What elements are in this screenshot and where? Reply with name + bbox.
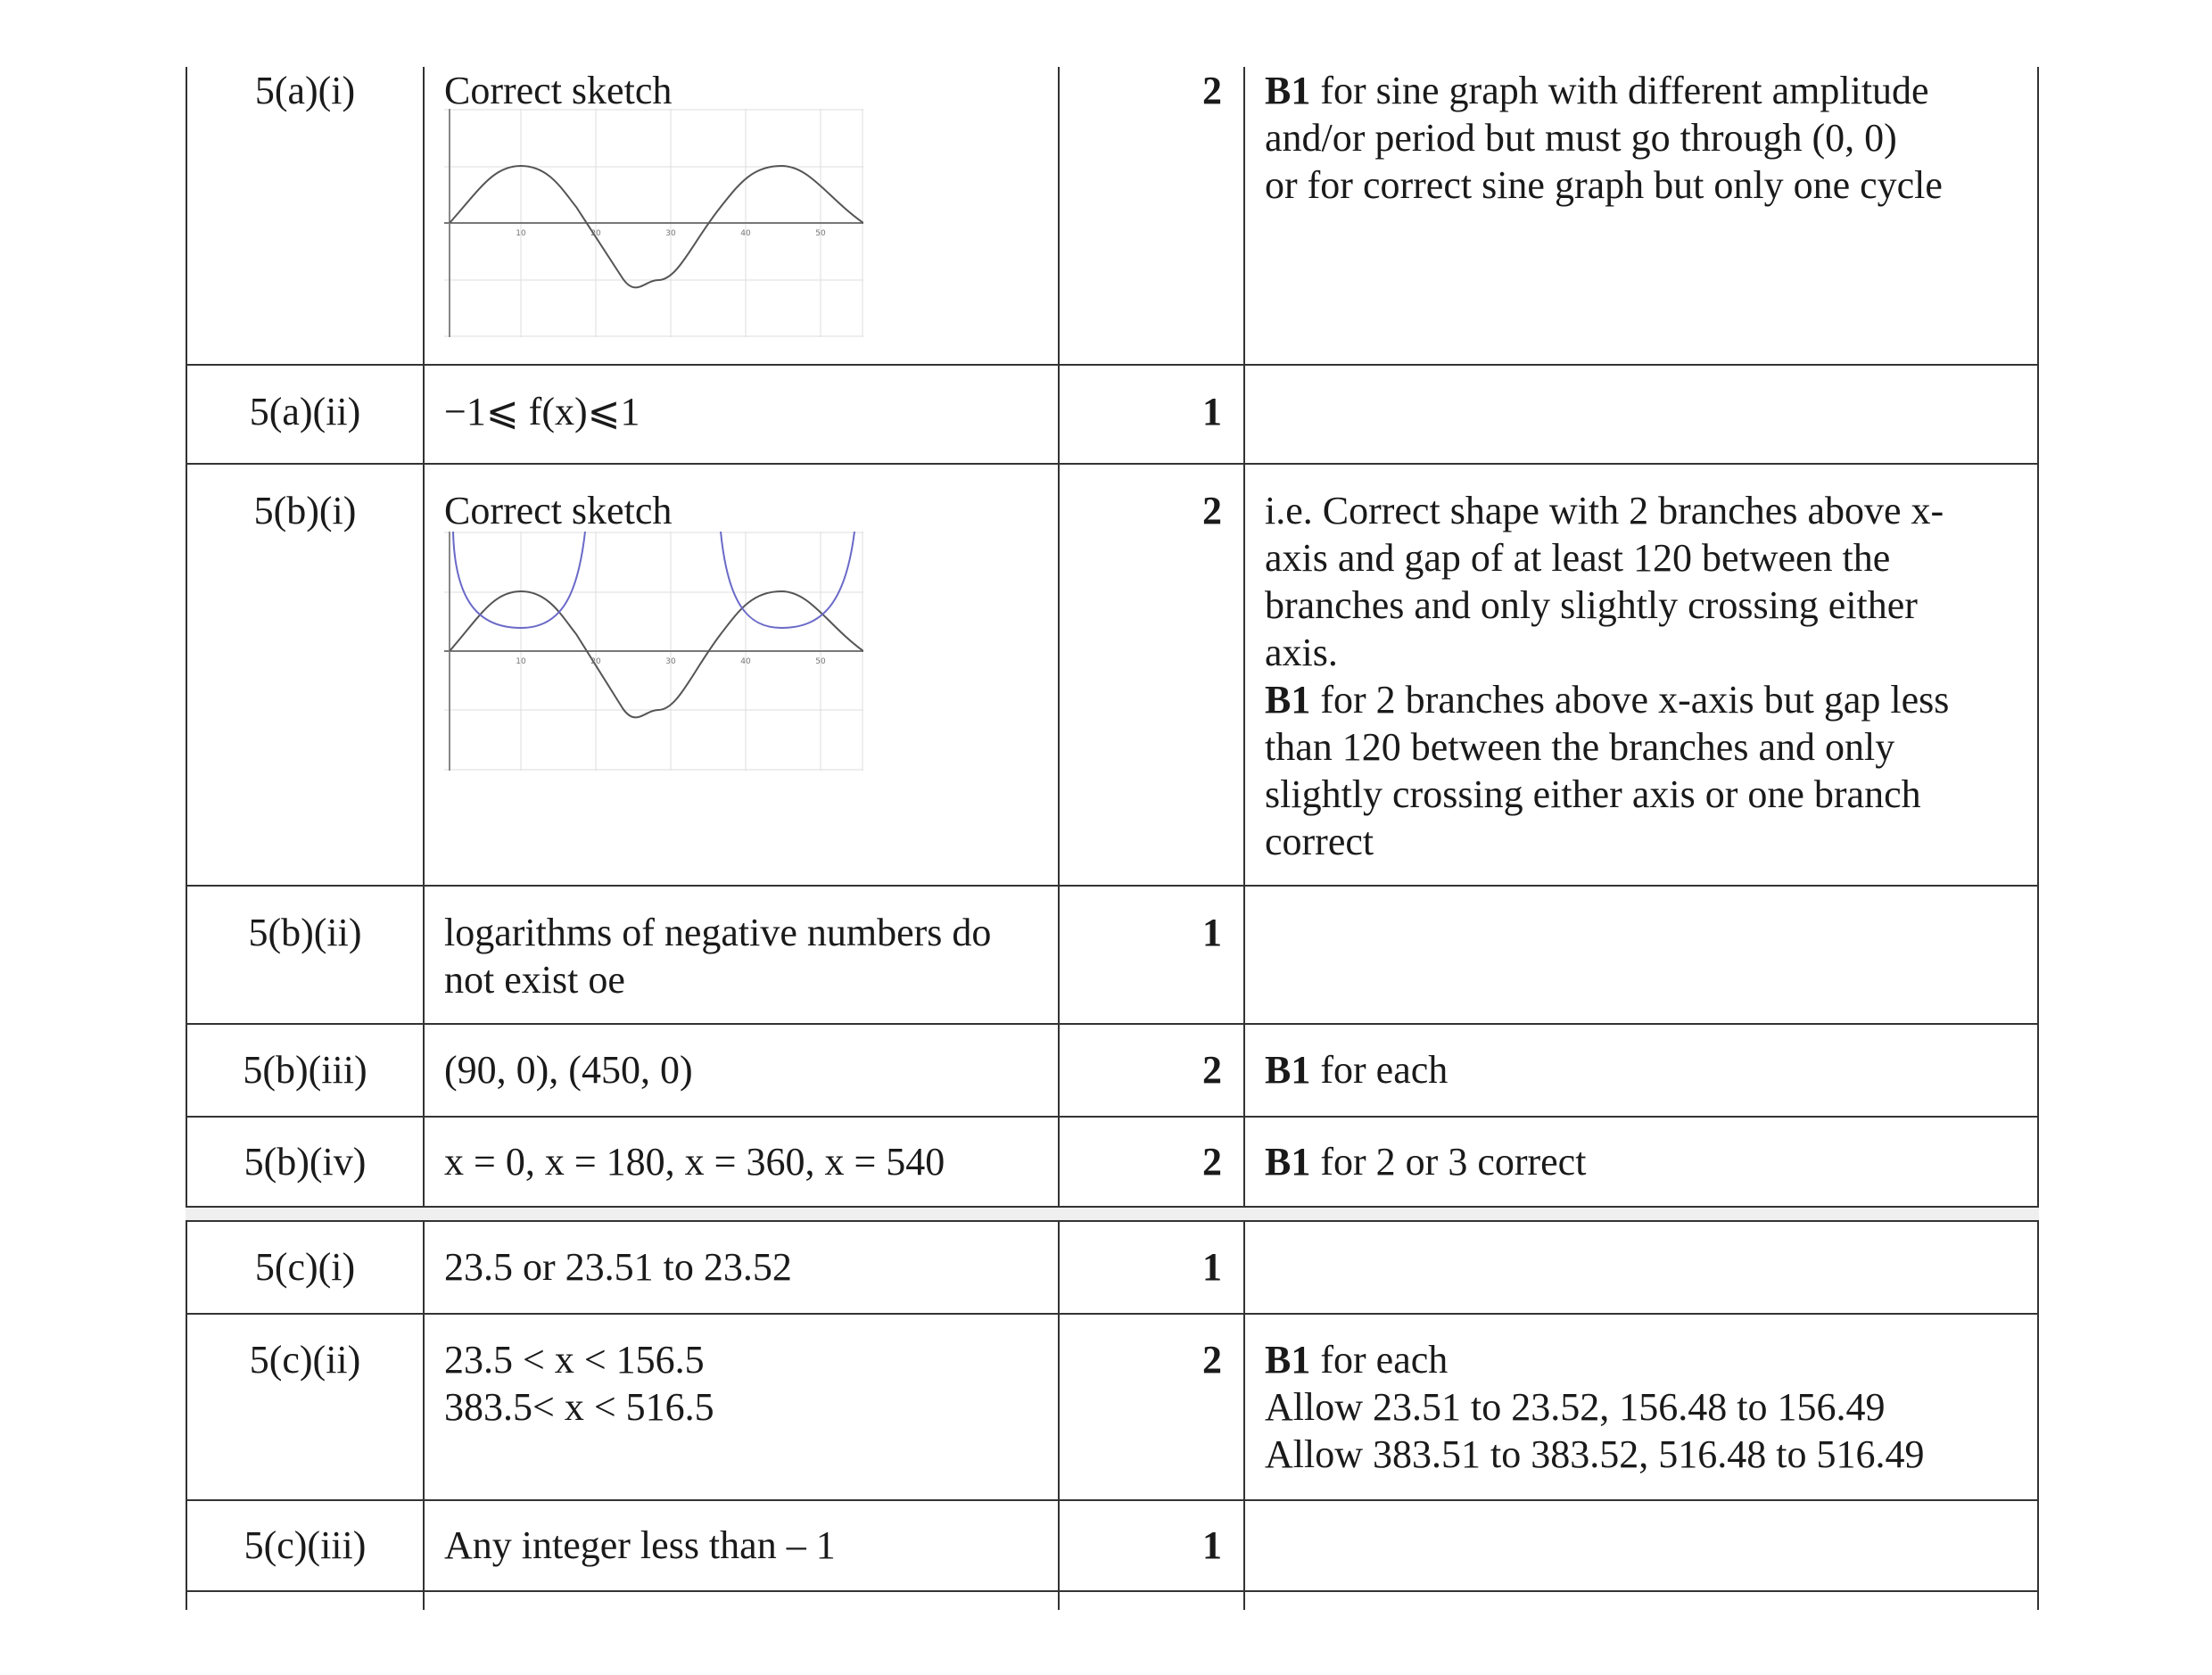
graph-tick-label: 30 [665,657,676,666]
guidance-line: i.e. Correct shape with 2 branches above x- [1265,489,1944,532]
marks-value: 1 [1202,1245,1222,1289]
answer-line: not exist oe [444,958,625,1002]
marks-value: 2 [1202,1338,1222,1382]
graph-tick-label: 10 [516,657,526,666]
marks-value: 2 [1202,1048,1222,1092]
question-number: 5(b)(iii) [243,1048,367,1092]
question-number: 5(b)(iv) [243,1140,367,1184]
answer-text: (90, 0), (450, 0) [444,1048,693,1092]
col-rule-right [2037,67,2039,1610]
graph-tick-label: 20 [590,229,601,238]
guidance-line: axis and gap of at least 120 between the [1265,536,1891,580]
marks-value: 2 [1202,69,1222,112]
marks-value: 1 [1202,390,1222,433]
answer-text: 23.5 or 23.51 to 23.52 [444,1245,792,1289]
answer-line: logarithms of negative numbers do [444,911,992,954]
question-number: 5(c)(ii) [249,1338,361,1382]
col-rule-marks [1243,67,1245,1610]
graph-tick-label: 30 [665,229,676,238]
marks-value: 2 [1202,1140,1222,1184]
graph-tick-label: 50 [815,657,826,666]
guidance-line: than 120 between the branches and only [1265,725,1895,769]
row-rule [186,885,2039,887]
answer-line: 23.5 < x < 156.5 [444,1338,705,1382]
sine-sketch-graph [444,109,863,337]
question-number: 5(b)(ii) [248,911,362,954]
marks-value: 2 [1202,489,1222,532]
answer-text [444,909,1051,1003]
guidance-line: correct [1265,820,1374,863]
row-rule [186,1313,2039,1315]
marks-value: 1 [1202,1523,1222,1567]
guidance-line: B1 for 2 branches above x-axis but gap less [1265,678,1950,722]
log-sine-sketch-graph [444,532,863,771]
guidance-text: B1 for 2 or 3 correct [1265,1140,1587,1184]
guidance-line: branches and only slightly crossing either [1265,583,1918,627]
answer-text: Correct sketch [444,489,673,532]
question-number: 5(a)(ii) [249,390,361,433]
row-rule [186,1590,2039,1592]
guidance-text: B1 for each [1265,1048,1449,1092]
guidance-text [1265,1336,2032,1478]
question-number: 5(c)(iii) [243,1523,367,1567]
question-number: 5(b)(i) [253,489,357,532]
graph-tick-label: 10 [516,229,526,238]
guidance-line: Allow 23.51 to 23.52, 156.48 to 156.49 [1265,1385,1886,1429]
guidance-line: slightly crossing either axis or one branch [1265,772,1921,816]
guidance-line: B1 for sine graph with different amplitude [1265,69,1929,112]
answer-text: Any integer less than – 1 [444,1523,836,1567]
page-break-separator [186,1206,2039,1222]
row-rule [186,463,2039,465]
answer-line: 383.5< x < 516.5 [444,1385,714,1429]
answer-text [444,1336,1051,1431]
row-rule [186,1499,2039,1501]
answer-text: Correct sketch [444,69,673,112]
row-rule [186,1023,2039,1025]
guidance-text [1265,67,2032,209]
answer-text: x = 0, x = 180, x = 360, x = 540 [444,1140,945,1184]
graph-tick-label: 40 [740,229,751,238]
graph-tick-label: 50 [815,229,826,238]
guidance-line: and/or period but must go through (0, 0) [1265,116,1897,160]
guidance-line: Allow 383.51 to 383.52, 516.48 to 516.49 [1265,1432,1925,1476]
marks-value: 1 [1202,911,1222,954]
guidance-line: or for correct sine graph but only one cycle [1265,163,1943,207]
guidance-text [1265,487,2032,865]
question-number: 5(a)(i) [254,69,356,112]
guidance-line: axis. [1265,631,1338,674]
guidance-line: B1 for each [1265,1338,1449,1382]
row-rule [186,1116,2039,1118]
row-rule [186,364,2039,366]
question-number: 5(c)(i) [254,1245,356,1289]
graph-tick-label: 20 [590,657,601,666]
answer-text: −1⩽ f(x)⩽1 [444,390,640,433]
graph-tick-label: 40 [740,657,751,666]
